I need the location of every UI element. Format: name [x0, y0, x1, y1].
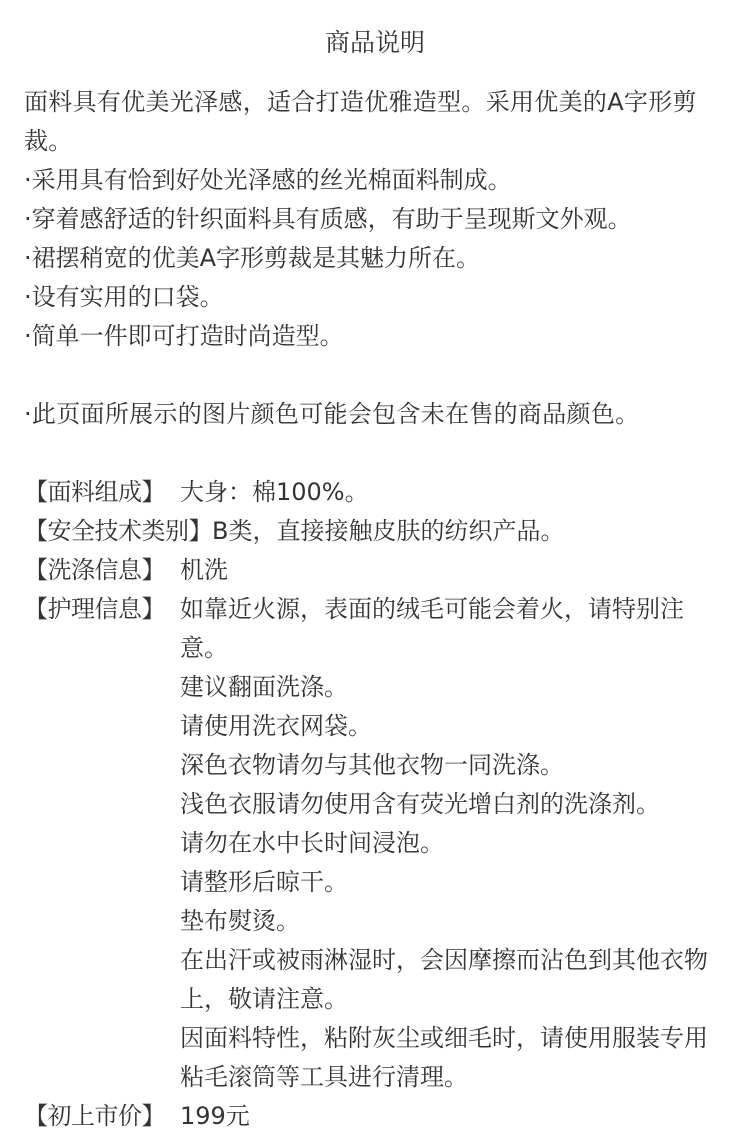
- care-instructions: [180, 590, 726, 1097]
- color-note: ·此页面所展示的图片颜色可能会包含未在售的商品颜色。: [24, 400, 640, 428]
- care-line: 在出汗或被雨淋湿时，会因摩擦而沾色到其他衣物上，敬请注意。: [180, 946, 708, 1013]
- care-line: 因面料特性，粘附灰尘或细毛时，请使用服装专用粘毛滚筒等工具进行清理。: [180, 1024, 708, 1091]
- feature-list: [24, 161, 726, 356]
- spec-fabric: [24, 473, 726, 512]
- care-line: 如靠近火源，表面的绒毛可能会着火，请特别注意。: [180, 595, 684, 662]
- spec-label: 【面料组成】: [24, 478, 165, 506]
- spec-care: [24, 590, 726, 1097]
- feature-item: ·简单一件即可打造时尚造型。: [24, 322, 344, 350]
- spec-label: 【护理信息】: [24, 595, 165, 623]
- spec-label: 【初上市价】: [24, 1102, 165, 1130]
- page-title: 商品说明: [324, 28, 425, 57]
- spec-price: [24, 1097, 726, 1136]
- feature-item: ·设有实用的口袋。: [24, 283, 224, 311]
- care-line: 请整形后晾干。: [180, 868, 348, 896]
- spec-label: 【洗涤信息】: [24, 556, 165, 584]
- care-line: 建议翻面洗涤。: [180, 673, 348, 701]
- feature-item: ·穿着感舒适的针织面料具有质感，有助于呈现斯文外观。: [24, 205, 632, 233]
- spec-safety: [24, 512, 726, 551]
- care-line: 深色衣物请勿与其他衣物一同洗涤。: [180, 751, 564, 779]
- spec-label: 【安全技术类别】: [24, 517, 212, 545]
- spacer: [24, 356, 726, 395]
- spec-value: 机洗: [180, 556, 228, 584]
- care-line: 请勿在水中长时间浸泡。: [180, 829, 444, 857]
- care-line: 垫布熨烫。: [180, 907, 300, 935]
- care-line: 浅色衣服请勿使用含有荧光增白剂的洗涤剂。: [180, 790, 660, 818]
- price-value: 199元: [180, 1102, 250, 1130]
- feature-item: ·采用具有恰到好处光泽感的丝光棉面料制成。: [24, 166, 512, 194]
- intro-text: 面料具有优美光泽感，适合打造优雅造型。采用优美的A字形剪裁。: [24, 88, 697, 155]
- spacer: [24, 434, 726, 473]
- care-line: 请使用洗衣网袋。: [180, 712, 372, 740]
- spec-value: B类，直接接触皮肤的纺织产品。: [212, 517, 565, 545]
- spec-value: 大身：棉100%。: [180, 478, 369, 506]
- spec-washing: [24, 551, 726, 590]
- feature-item: ·裙摆稍宽的优美A字形剪裁是其魅力所在。: [24, 244, 481, 272]
